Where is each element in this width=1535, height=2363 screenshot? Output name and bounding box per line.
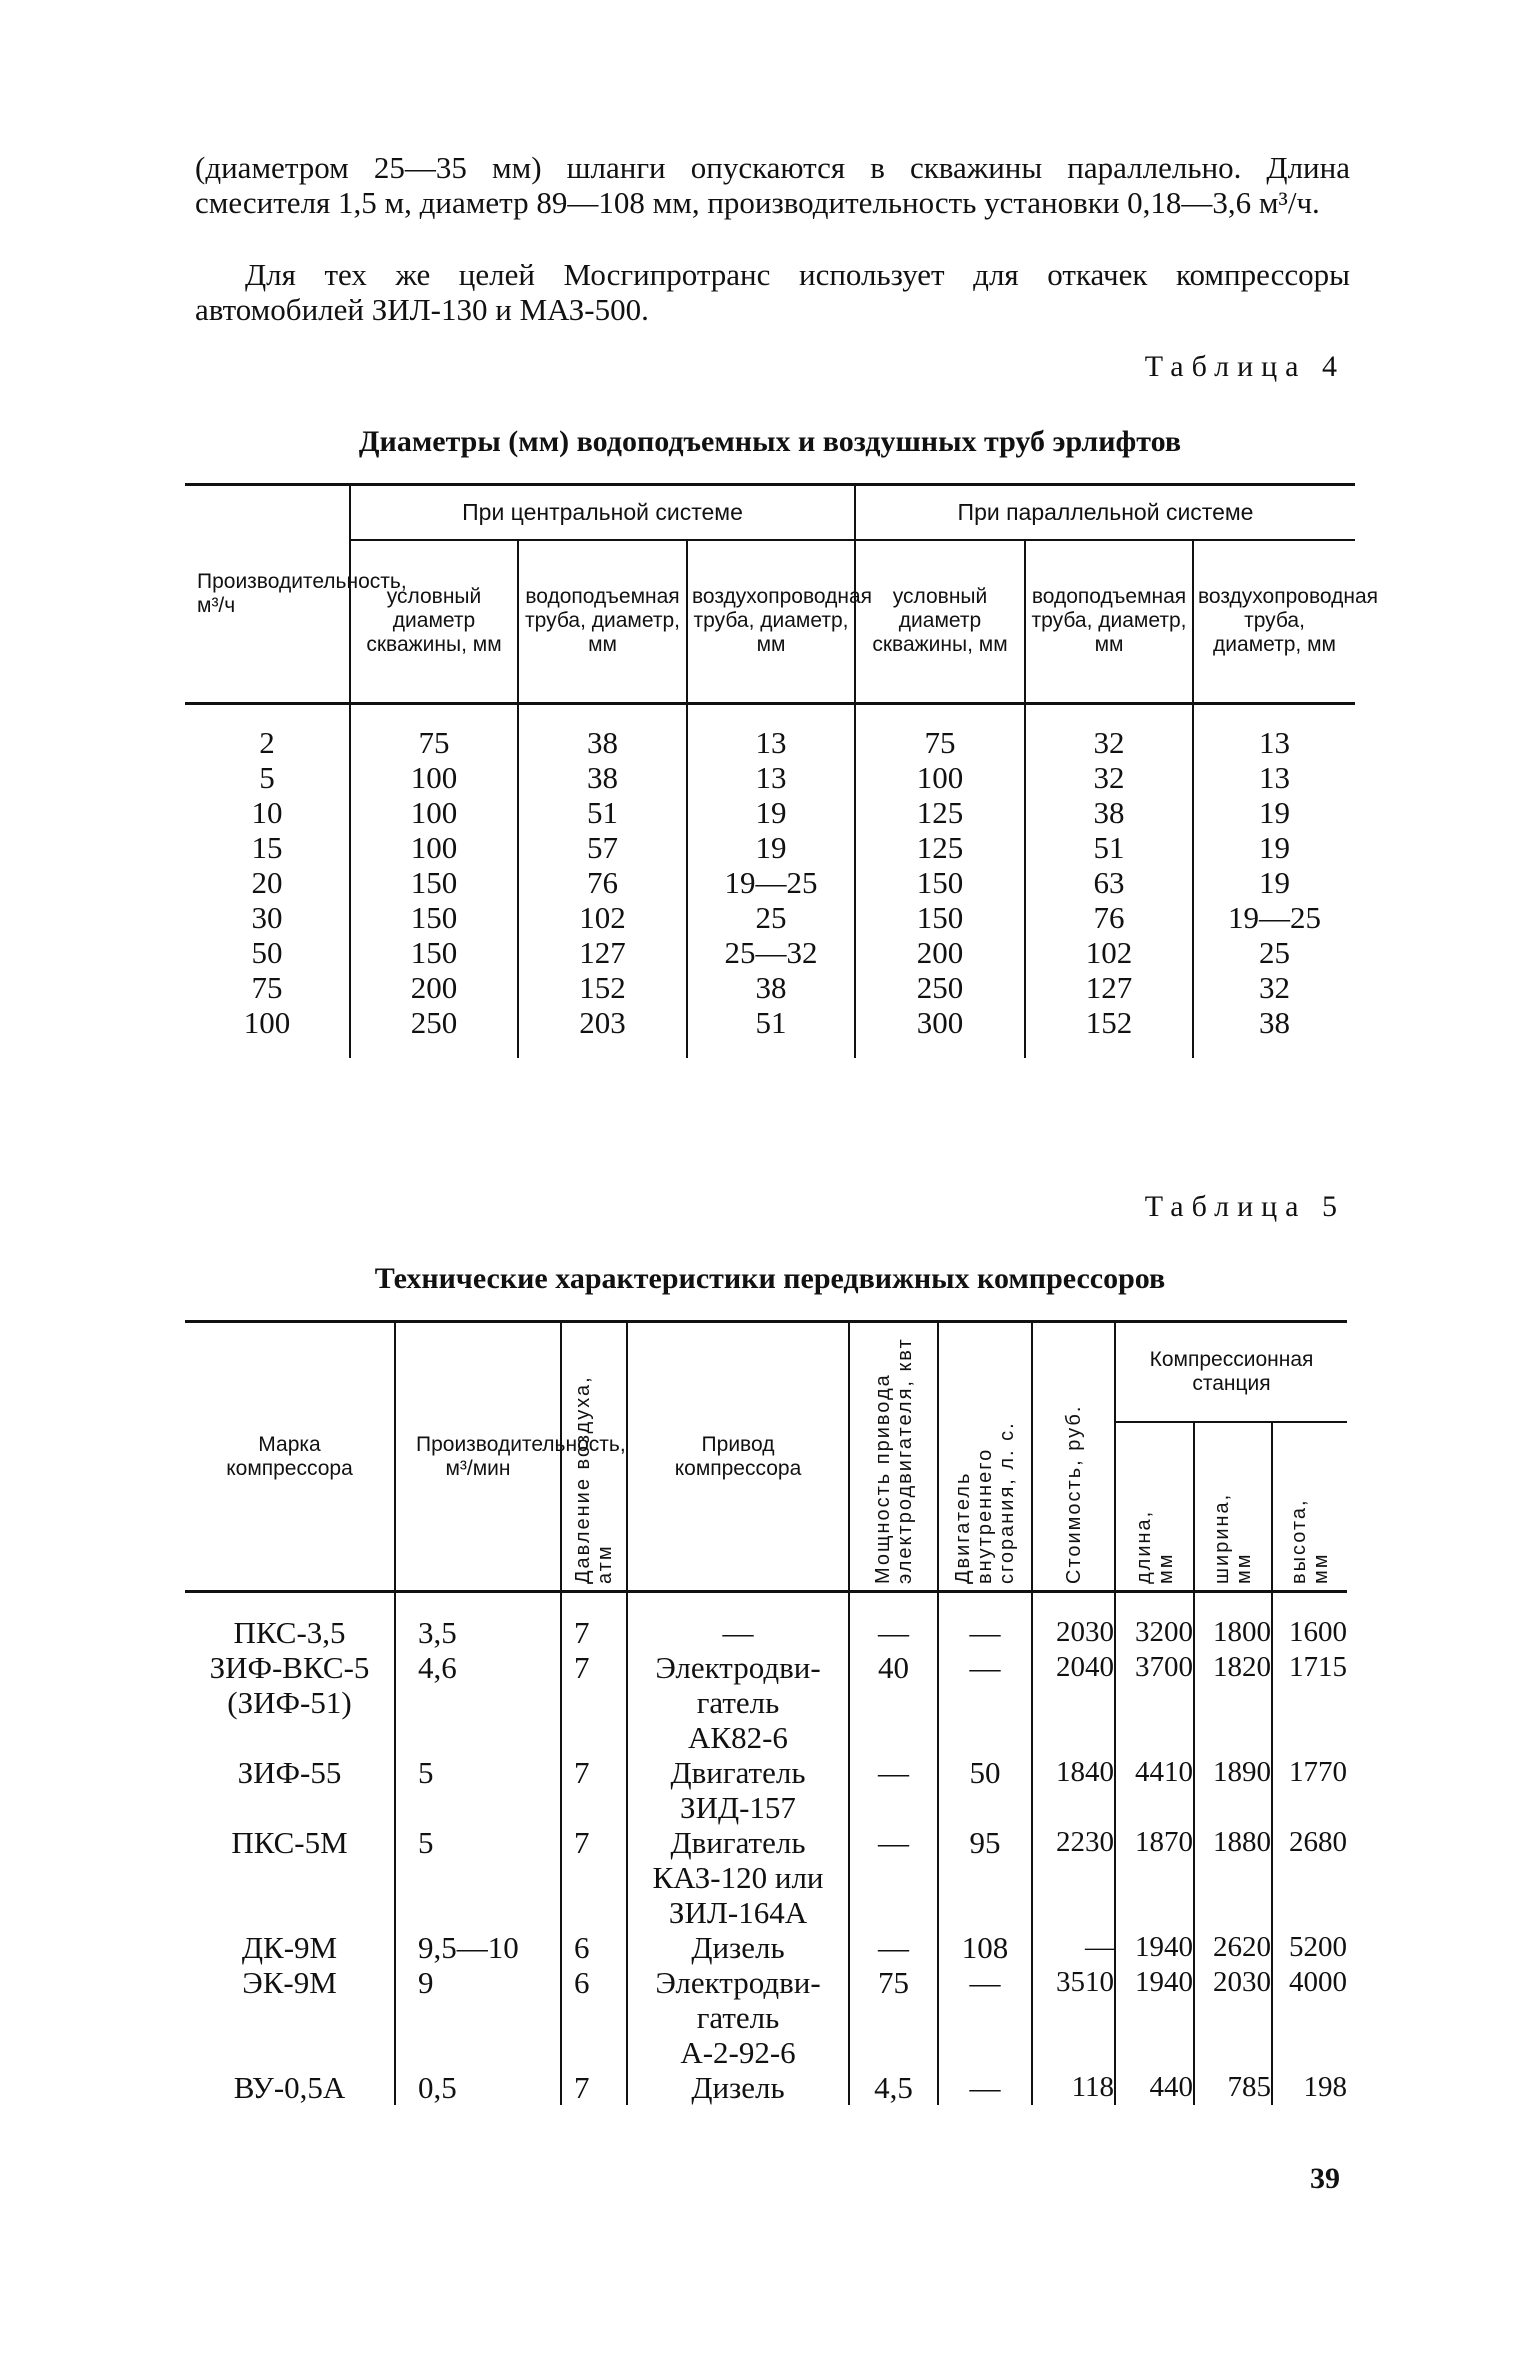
table-cell: 102 [518, 900, 687, 935]
table-row [185, 900, 1355, 935]
table-cell: 30 [251, 900, 283, 935]
table-cell: 63 [1025, 865, 1193, 900]
col-header-central-2: водоподъемная труба, диаметр, мм [518, 540, 687, 704]
table-cell: 38 [518, 704, 687, 761]
table-cell: 9 [395, 1965, 561, 2070]
table-cell: 19 [687, 830, 855, 865]
table-row [185, 795, 1355, 830]
table-cell: 150 [350, 865, 518, 900]
table-row [185, 704, 1355, 761]
table-cell: ПКС-3,5 [233, 1615, 346, 1650]
table-cell: Двигатель КАЗ-120 или ЗИЛ-164А [627, 1825, 849, 1930]
table-cell: 7 [561, 1755, 627, 1825]
table-row [185, 935, 1355, 970]
table5-label: Таблица 5 [1144, 1190, 1345, 1223]
table-cell: 1600 [1272, 1592, 1347, 1651]
table-cell: — [938, 1650, 1032, 1755]
table-cell: 3200 [1115, 1592, 1194, 1651]
table-cell: 150 [350, 900, 518, 935]
table-cell: 200 [350, 970, 518, 1005]
table-cell: 300 [855, 1005, 1025, 1058]
table-cell: 38 [687, 970, 855, 1005]
col-header-parallel-1: условный диаметр скважины, мм [855, 540, 1025, 704]
table-cell: ДК-9М [241, 1930, 338, 1965]
table-cell: 250 [855, 970, 1025, 1005]
table-cell: 25 [1193, 935, 1355, 970]
table-cell: 152 [518, 970, 687, 1005]
table-cell: 125 [855, 830, 1025, 865]
table-cell: 2680 [1272, 1825, 1347, 1930]
table-cell: 100 [855, 760, 1025, 795]
col-header-power: Мощность привода электродвигателя, квт [871, 1337, 916, 1584]
table-cell: Двигатель ЗИД-157 [627, 1755, 849, 1825]
table-cell: — [938, 1965, 1032, 2070]
table-cell: 200 [855, 935, 1025, 970]
table-row [185, 1825, 1347, 1930]
table-cell: 7 [561, 2070, 627, 2105]
paragraph-2: Для тех же целей Мосгипротранс использует для откачек компрессоры автомобилей ЗИЛ-130 и МАЗ-500. [195, 257, 1350, 327]
table-cell: 19 [1193, 830, 1355, 865]
table-cell: ЗИФ-ВКС-5 (ЗИФ-51) [209, 1650, 370, 1720]
table-cell: 20 [251, 865, 283, 900]
table-cell: 6 [561, 1965, 627, 2070]
page-number: 39 [1310, 2162, 1340, 2195]
table-cell: 250 [350, 1005, 518, 1058]
table-cell: 6 [561, 1930, 627, 1965]
table-cell: 0,5 [395, 2070, 561, 2105]
table-cell: 1940 [1115, 1965, 1194, 2070]
table-cell: Дизель [627, 2070, 849, 2105]
table-cell: Электродви- гатель А-2-92-6 [627, 1965, 849, 2070]
table-cell: 100 [350, 760, 518, 795]
table-cell: 19 [1193, 795, 1355, 830]
col-header-capacity: Производительность, м³/ч [197, 570, 407, 617]
table-cell: 51 [518, 795, 687, 830]
table-row [185, 760, 1355, 795]
table-cell: 2040 [1032, 1650, 1115, 1755]
table-cell: 76 [1025, 900, 1193, 935]
col-header-station: Компрессионная станция [1115, 1322, 1347, 1422]
table-cell: 32 [1025, 760, 1193, 795]
table-cell: 440 [1115, 2070, 1194, 2105]
table-cell: 152 [1025, 1005, 1193, 1058]
table-5 [185, 1320, 1347, 2105]
table-cell: — [849, 1825, 938, 1930]
col-header-height: высота, мм [1288, 1498, 1332, 1584]
table-cell: — [849, 1930, 938, 1965]
table-cell: 785 [1194, 2070, 1272, 2105]
group-header-central: При центральной системе [350, 485, 855, 540]
table-cell: 5 [259, 760, 275, 795]
table-cell: 15 [251, 830, 283, 865]
table-cell: 50 [938, 1755, 1032, 1825]
table-cell: 76 [518, 865, 687, 900]
table-row [185, 970, 1355, 1005]
table-cell: 32 [1025, 704, 1193, 761]
table-cell: 4410 [1115, 1755, 1194, 1825]
table5-title: Технические характеристики передвижных компрессоров [374, 1262, 1166, 1295]
table-cell: 25—32 [687, 935, 855, 970]
table-cell: 13 [687, 760, 855, 795]
table-cell: 95 [938, 1825, 1032, 1930]
table-cell: 50 [251, 935, 283, 970]
table-cell: — [938, 1592, 1032, 1651]
table-cell: 3510 [1032, 1965, 1115, 2070]
table-row [185, 1592, 1347, 1651]
table-row [185, 1005, 1355, 1058]
col-header-length: длина, мм [1132, 1509, 1177, 1584]
table-cell: 100 [350, 830, 518, 865]
table-cell: 150 [855, 865, 1025, 900]
table-cell: 19—25 [687, 865, 855, 900]
table-cell: 75 [849, 1965, 938, 2070]
col-header-width: ширина, мм [1211, 1492, 1255, 1584]
table-cell: 3,5 [395, 1592, 561, 1651]
table-cell: 10 [251, 795, 283, 830]
table-cell: 2 [259, 725, 275, 760]
table-cell: 3700 [1115, 1650, 1194, 1755]
table-cell: 100 [243, 1005, 291, 1040]
table-cell: 5 [395, 1755, 561, 1825]
table-cell: 38 [1025, 795, 1193, 830]
col-header-central-3: воздухопроводная труба, диаметр, мм [687, 540, 855, 704]
table-cell: 19 [1193, 865, 1355, 900]
table-cell: ВУ-0,5А [233, 2070, 346, 2105]
table-cell: 25 [687, 900, 855, 935]
table-cell: 2230 [1032, 1825, 1115, 1930]
table-cell: — [849, 1592, 938, 1651]
table-cell: 75 [251, 970, 283, 1005]
table-cell: 13 [1193, 760, 1355, 795]
table-cell: 1870 [1115, 1825, 1194, 1930]
col-header-parallel-2: водоподъемная труба, диаметр, мм [1025, 540, 1193, 704]
table-cell: 1820 [1194, 1650, 1272, 1755]
table-cell: 150 [855, 900, 1025, 935]
table-cell: 127 [518, 935, 687, 970]
table-cell: 51 [687, 1005, 855, 1058]
table-cell: 9,5—10 [395, 1930, 561, 1965]
table-cell: 100 [350, 795, 518, 830]
table-cell: 4000 [1272, 1965, 1347, 2070]
table-row [185, 865, 1355, 900]
table-cell: Электродви- гатель АК82-6 [627, 1650, 849, 1755]
table-cell: 127 [1025, 970, 1193, 1005]
table-cell: ЭК-9М [242, 1965, 337, 2000]
table-cell: 40 [849, 1650, 938, 1755]
table-cell: 75 [350, 704, 518, 761]
table-cell: 2030 [1194, 1965, 1272, 2070]
table-cell: 32 [1193, 970, 1355, 1005]
table-cell: 57 [518, 830, 687, 865]
table-cell: 7 [561, 1592, 627, 1651]
col-header-pressure: Давление воздуха, атм [572, 1375, 616, 1584]
table-cell: 108 [938, 1930, 1032, 1965]
table4-label: Таблица 4 [1144, 350, 1345, 383]
table-cell: 13 [1193, 704, 1355, 761]
table-cell: 1890 [1194, 1755, 1272, 1825]
table-cell: — [849, 1755, 938, 1825]
table-row [185, 2070, 1347, 2105]
col-header-cost: Стоимость, руб. [1062, 1404, 1085, 1584]
table4-title: Диаметры (мм) водоподъемных и воздушных труб эрлифтов [358, 425, 1182, 458]
table-cell: Дизель [627, 1930, 849, 1965]
table-row [185, 1965, 1347, 2070]
table-cell: 7 [561, 1650, 627, 1755]
col-header-capacity: Производительность, м³/мин [395, 1322, 561, 1592]
table-cell: 1715 [1272, 1650, 1347, 1755]
table-cell: 2030 [1032, 1592, 1115, 1651]
col-header-engine: Двигатель внутреннего сгорания, л. с. [952, 1421, 1018, 1584]
table-cell: 1840 [1032, 1755, 1115, 1825]
table-cell: 203 [518, 1005, 687, 1058]
table-row [185, 1755, 1347, 1825]
paragraph-1: (диаметром 25—35 мм) шланги опускаются в скважины параллельно. Длина смесителя 1,5 м, диаметр 89—108 мм, производительность установки 0,18—3,6 м³/ч. [195, 150, 1350, 220]
table-cell: 1940 [1115, 1930, 1194, 1965]
table-cell: 51 [1025, 830, 1193, 865]
table-cell: 1800 [1194, 1592, 1272, 1651]
table-cell: 5200 [1272, 1930, 1347, 1965]
table-cell: 13 [687, 704, 855, 761]
table-row [185, 1650, 1347, 1755]
table-row [185, 830, 1355, 865]
col-header-drive: Привод компрессора [627, 1322, 849, 1592]
table-cell: 75 [855, 704, 1025, 761]
table-cell: 125 [855, 795, 1025, 830]
table-cell: — [938, 2070, 1032, 2105]
table-cell: 1880 [1194, 1825, 1272, 1930]
table-cell: 4,6 [395, 1650, 561, 1755]
table-cell: ПКС-5М [231, 1825, 348, 1860]
table-cell: 38 [1193, 1005, 1355, 1058]
table-cell: 7 [561, 1825, 627, 1930]
table-cell: 150 [350, 935, 518, 970]
table-cell: 19—25 [1193, 900, 1355, 935]
table-cell: ЗИФ-55 [237, 1755, 342, 1790]
col-header-brand: Марка компрессора [226, 1432, 353, 1480]
table-cell: — [1032, 1930, 1115, 1965]
table-cell: 1770 [1272, 1755, 1347, 1825]
table-cell: 19 [687, 795, 855, 830]
table-cell: 2620 [1194, 1930, 1272, 1965]
table-cell: 38 [518, 760, 687, 795]
table-cell: 4,5 [849, 2070, 938, 2105]
table-cell: 198 [1272, 2070, 1347, 2105]
group-header-parallel: При параллельной системе [855, 485, 1355, 540]
col-header-parallel-3: воздухопроводная труба, диаметр, мм [1193, 540, 1355, 704]
table-cell: 118 [1032, 2070, 1115, 2105]
table-4 [185, 483, 1378, 1058]
col-header-central-1: условный диаметр скважины, мм [350, 540, 518, 704]
table-row [185, 1930, 1347, 1965]
table-cell: 102 [1025, 935, 1193, 970]
table-cell: 5 [395, 1825, 561, 1930]
table-cell: — [627, 1592, 849, 1651]
